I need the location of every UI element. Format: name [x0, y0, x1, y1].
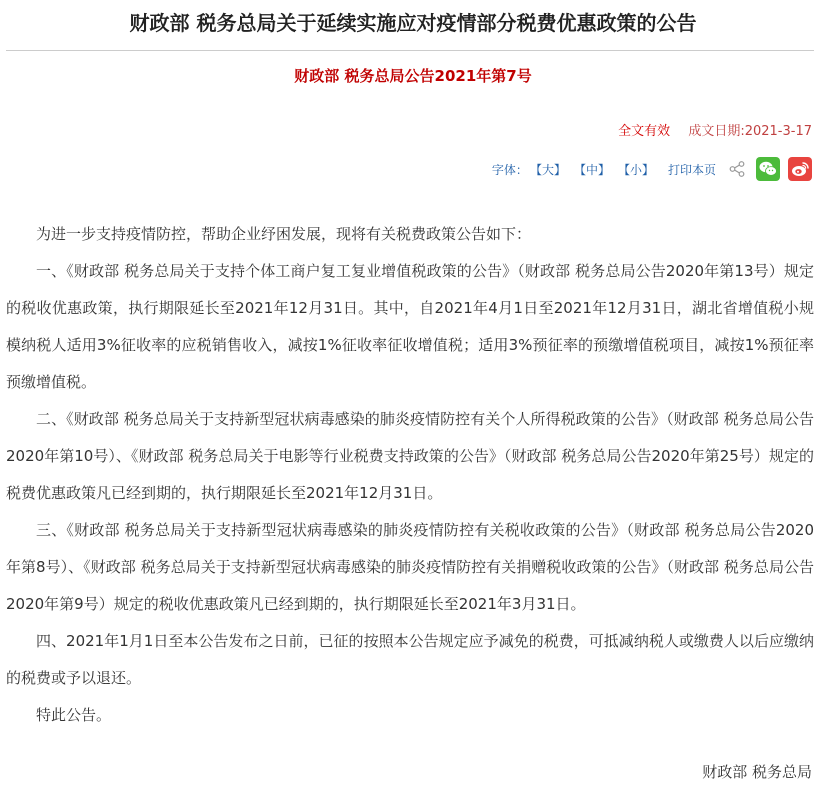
paragraph-2: 二、《财政部 税务总局关于支持新型冠状病毒感染的肺炎疫情防控有关个人所得税政策的公告》（财政部 税务总局公告2020年第10号）、《财政部 税务总局关于电影等行业税费支持政策的公告》（财政部 税务总局公告2020年第25号）规定的税费优惠政策凡已经到期的，执行期限延长至2021年12月31日。 [6, 410, 814, 502]
paragraph-4: 四、2021年1月1日至本公告发布之日前，已征的按照本公告规定应予减免的税费，可抵减纳税人或缴费人以后应缴纳的税费或予以退还。 [6, 632, 814, 687]
wechat-share-button[interactable] [756, 157, 780, 181]
document-meta [618, 122, 812, 142]
date-value: 2021-3-17 [744, 124, 812, 139]
font-large-button[interactable]: 【大】 [529, 162, 566, 177]
document-body [6, 216, 814, 734]
share-icon[interactable] [728, 160, 746, 178]
page-title: 财政部 税务总局关于延续实施应对疫情部分税费优惠政策的公告 [129, 11, 697, 35]
title-divider [6, 50, 814, 51]
weibo-share-button[interactable] [788, 157, 812, 181]
font-medium-button[interactable]: 【中】 [573, 162, 610, 177]
print-button[interactable]: 打印本页 [667, 162, 716, 177]
validity-status: 全文有效 [618, 124, 671, 139]
font-small-button[interactable]: 【小】 [617, 162, 654, 177]
signature: 财政部 税务总局 [702, 763, 812, 781]
wechat-icon [758, 160, 778, 178]
document-number: 财政部 税务总局公告2021年第7号 [294, 67, 532, 85]
paragraph-closing: 特此公告。 [36, 706, 112, 724]
font-size-label: 字体： [491, 162, 528, 177]
date-label: 成文日期: [688, 124, 745, 139]
paragraph-3: 三、《财政部 税务总局关于支持新型冠状病毒感染的肺炎疫情防控有关税收政策的公告》（财政部 税务总局公告2020年第8号）、《财政部 税务总局关于支持新型冠状病毒感染的肺炎疫情防控有关捐赠税收政策的公告》（财政部 税务总局公告2020年第9号）规定的税收优惠政策凡已经到期的，执行期限延长至2021年3月31日。 [6, 521, 814, 613]
weibo-icon [790, 160, 810, 178]
toolbar [492, 156, 812, 182]
paragraph-intro: 为进一步支持疫情防控，帮助企业纾困发展，现将有关税费政策公告如下： [36, 225, 532, 243]
paragraph-1: 一、《财政部 税务总局关于支持个体工商户复工复业增值税政策的公告》（财政部 税务总局公告2020年第13号）规定的税收优惠政策，执行期限延长至2021年12月31日。其中，自2021年4月1日至2021年12月31日，湖北省增值税小规模纳税人适用3%征收率的应税销售收入，减按1%征收率征收增值税；适用3%预征率的预缴增值税项目，减按1%预征率预缴增值税。 [6, 262, 814, 391]
